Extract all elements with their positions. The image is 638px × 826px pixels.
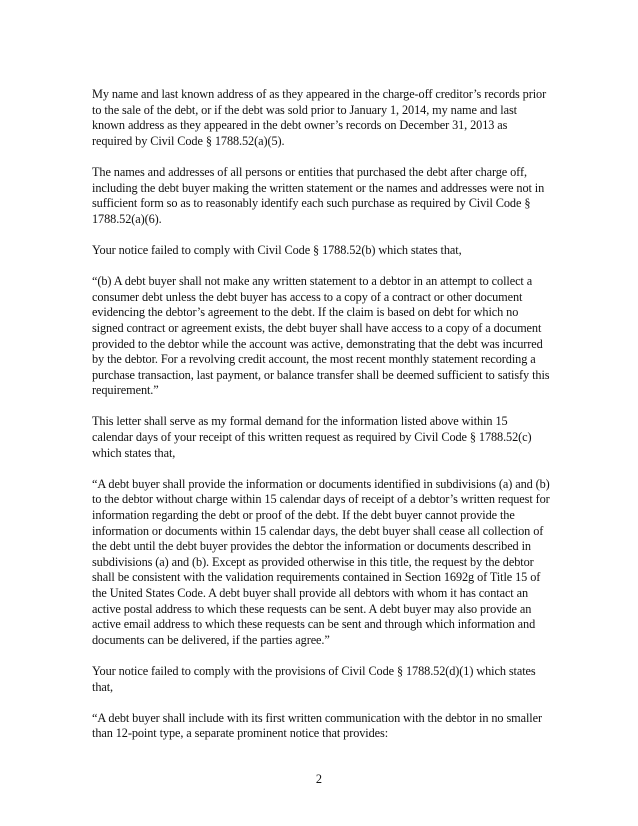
page-number: 2 (315, 772, 323, 786)
paragraph-notice-failure-b: Your notice failed to comply with Civil Code § 1788.52(b) which states that, (92, 242, 462, 257)
paragraph-formal-demand: This letter shall serve as my formal demand for the information listed above within 15 calendar days of your receipt of this written request as required by Civil Code § 1788.52(c) which states that, (92, 414, 532, 460)
quote-subdivision-b: “(b) A debt buyer shall not make any written statement to a debtor in an attempt to collect a consumer debt unless the debt buyer has access to a copy of a contract or other document evidencing the debtor’s agreement to the debt. If the claim is based on debt for which no signed contract or agreement exists, the debt buyer shall have access to a copy of a document provided to the debtor while the account was active, demonstrating that the debt was incurred by the debtor. For a revolving credit account, the most recent monthly statement recording a purchase transaction, last payment, or balance transfer shall be deemed sufficient to satisfy this requirement.” (92, 274, 550, 398)
document-body (92, 87, 550, 758)
paragraph-notice-failure-d1: Your notice failed to comply with the provisions of Civil Code § 1788.52(d)(1) which states that, (92, 663, 536, 694)
quote-subdivision-c: “A debt buyer shall provide the information or documents identified in subdivisions (a) and (b) to the debtor without charge within 15 calendar days of receipt of a debtor’s written request for information regarding the debt or proof of the debt. If the debt buyer cannot provide the information or documents within 15 calendar days, the debt buyer shall cease all collection of the debt until the debt buyer provides the debtor the information or documents described in subdivisions (a) and (b). Except as provided otherwise in this title, the request by the debtor shall be consistent with the validation requirements contained in Section 1692g of Title 15 of the United States Code. A debt buyer shall provide all debtors with whom it has contact an active postal address to which these requests can be sent. A debt buyer may also provide an active email address to which these requests can be sent and through which information and documents can be delivered, if the parties agree.” (92, 476, 550, 647)
paragraph-purchasers: The names and addresses of all persons or entities that purchased the debt after charge off, including the debt buyer making the written statement or the names and addresses were not in sufficient form so as to reasonably identify each such purchase as required by Civil Code § 1788.52(a)(6). (92, 164, 545, 226)
quote-subdivision-d1: “A debt buyer shall include with its first written communication with the debtor in no smaller than 12-point type, a separate prominent notice that provides: (92, 710, 542, 741)
paragraph-name-address: My name and last known address of as they appeared in the charge-off creditor’s records prior to the sale of the debt, or if the debt was sold prior to January 1, 2014, my name and last known address as they appeared in the debt owner’s records on December 31, 2013 as required by Civil Code § 1788.52(a)(5). (92, 87, 547, 148)
